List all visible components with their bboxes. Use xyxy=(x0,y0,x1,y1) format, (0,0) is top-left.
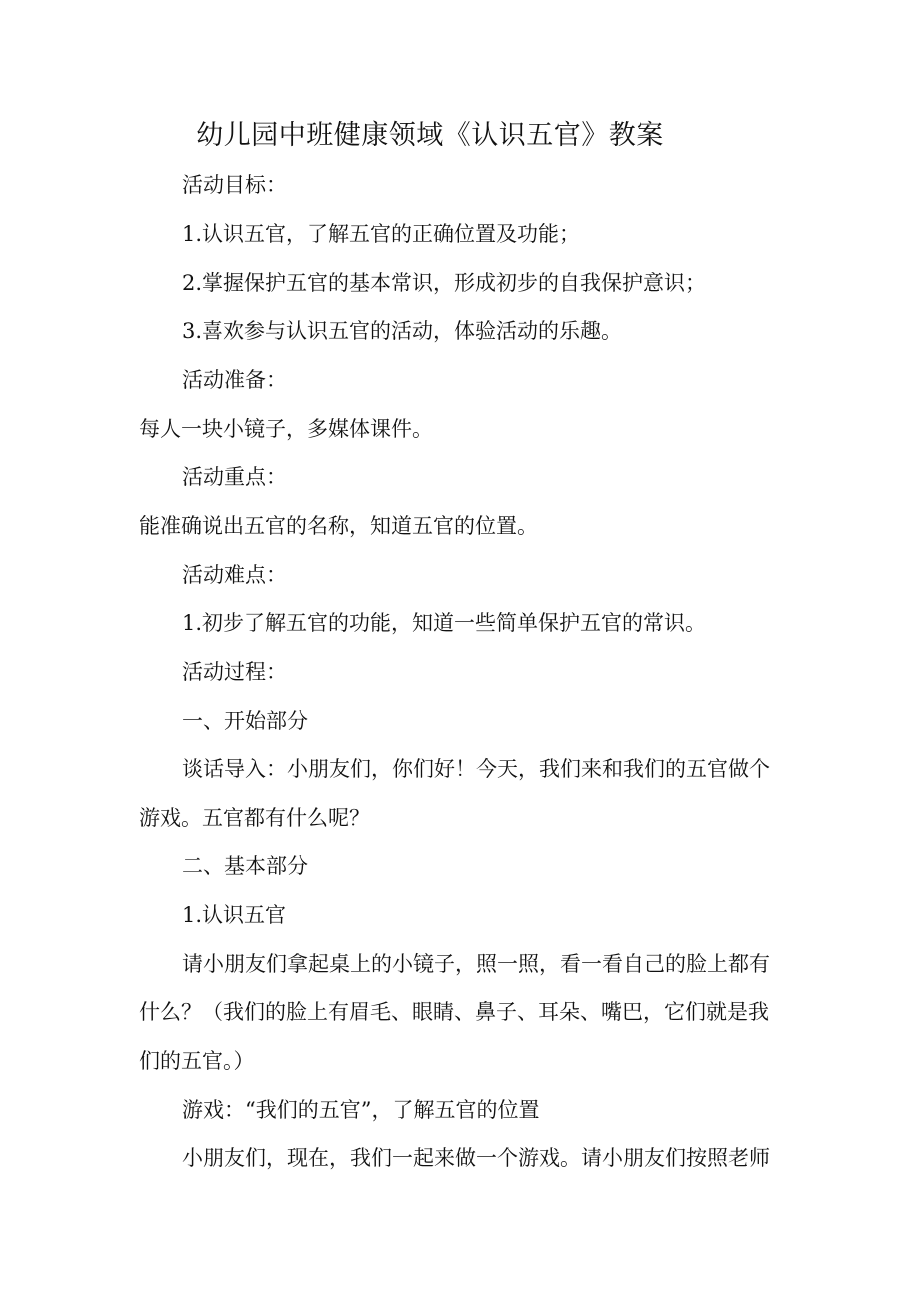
heading-key-points: 活动重点： xyxy=(182,465,287,489)
goal-item-1: 1.认识五官，了解五官的正确位置及功能； xyxy=(182,222,581,246)
heading-activity-process: 活动过程： xyxy=(182,660,287,684)
game-heading: 游戏：“我们的五官”，了解五官的位置 xyxy=(182,1098,540,1122)
section-main: 二、基本部分 xyxy=(182,854,308,878)
key-points-text: 能准确说出五官的名称，知道五官的位置。 xyxy=(139,514,538,538)
heading-activity-preparation: 活动准备： xyxy=(182,368,287,392)
document-title: 幼儿园中班健康领域《认识五官》教案 xyxy=(196,120,664,151)
section-opening: 一、开始部分 xyxy=(182,709,308,733)
goal-item-3: 3.喜欢参与认识五官的活动，体验活动的乐趣。 xyxy=(182,319,623,343)
preparation-text: 每人一块小镜子，多媒体课件。 xyxy=(139,417,433,441)
opening-paragraph-line-1: 谈话导入：小朋友们，你们好！今天，我们来和我们的五官做个 xyxy=(182,757,770,781)
game-paragraph-line-1: 小朋友们，现在，我们一起来做一个游戏。请小朋友们按照老师 xyxy=(182,1146,770,1170)
opening-paragraph-line-2: 游戏。五官都有什么呢？ xyxy=(139,806,370,830)
difficulties-item-1: 1.初步了解五官的功能，知道一些简单保护五官的常识。 xyxy=(182,611,707,635)
mirror-paragraph-line-2: 什么？（我们的脸上有眉毛、眼睛、鼻子、耳朵、嘴巴，它们就是我 xyxy=(139,1000,769,1024)
mirror-paragraph-line-3: 们的五官。） xyxy=(139,1049,255,1073)
heading-difficulties: 活动难点： xyxy=(182,563,287,587)
goal-item-2: 2.掌握保护五官的基本常识，形成初步的自我保护意识； xyxy=(182,271,707,295)
subsection-recognize: 1.认识五官 xyxy=(182,903,287,927)
mirror-paragraph-line-1: 请小朋友们拿起桌上的小镜子，照一照，看一看自己的脸上都有 xyxy=(182,952,770,976)
heading-activity-goals: 活动目标： xyxy=(182,173,287,197)
